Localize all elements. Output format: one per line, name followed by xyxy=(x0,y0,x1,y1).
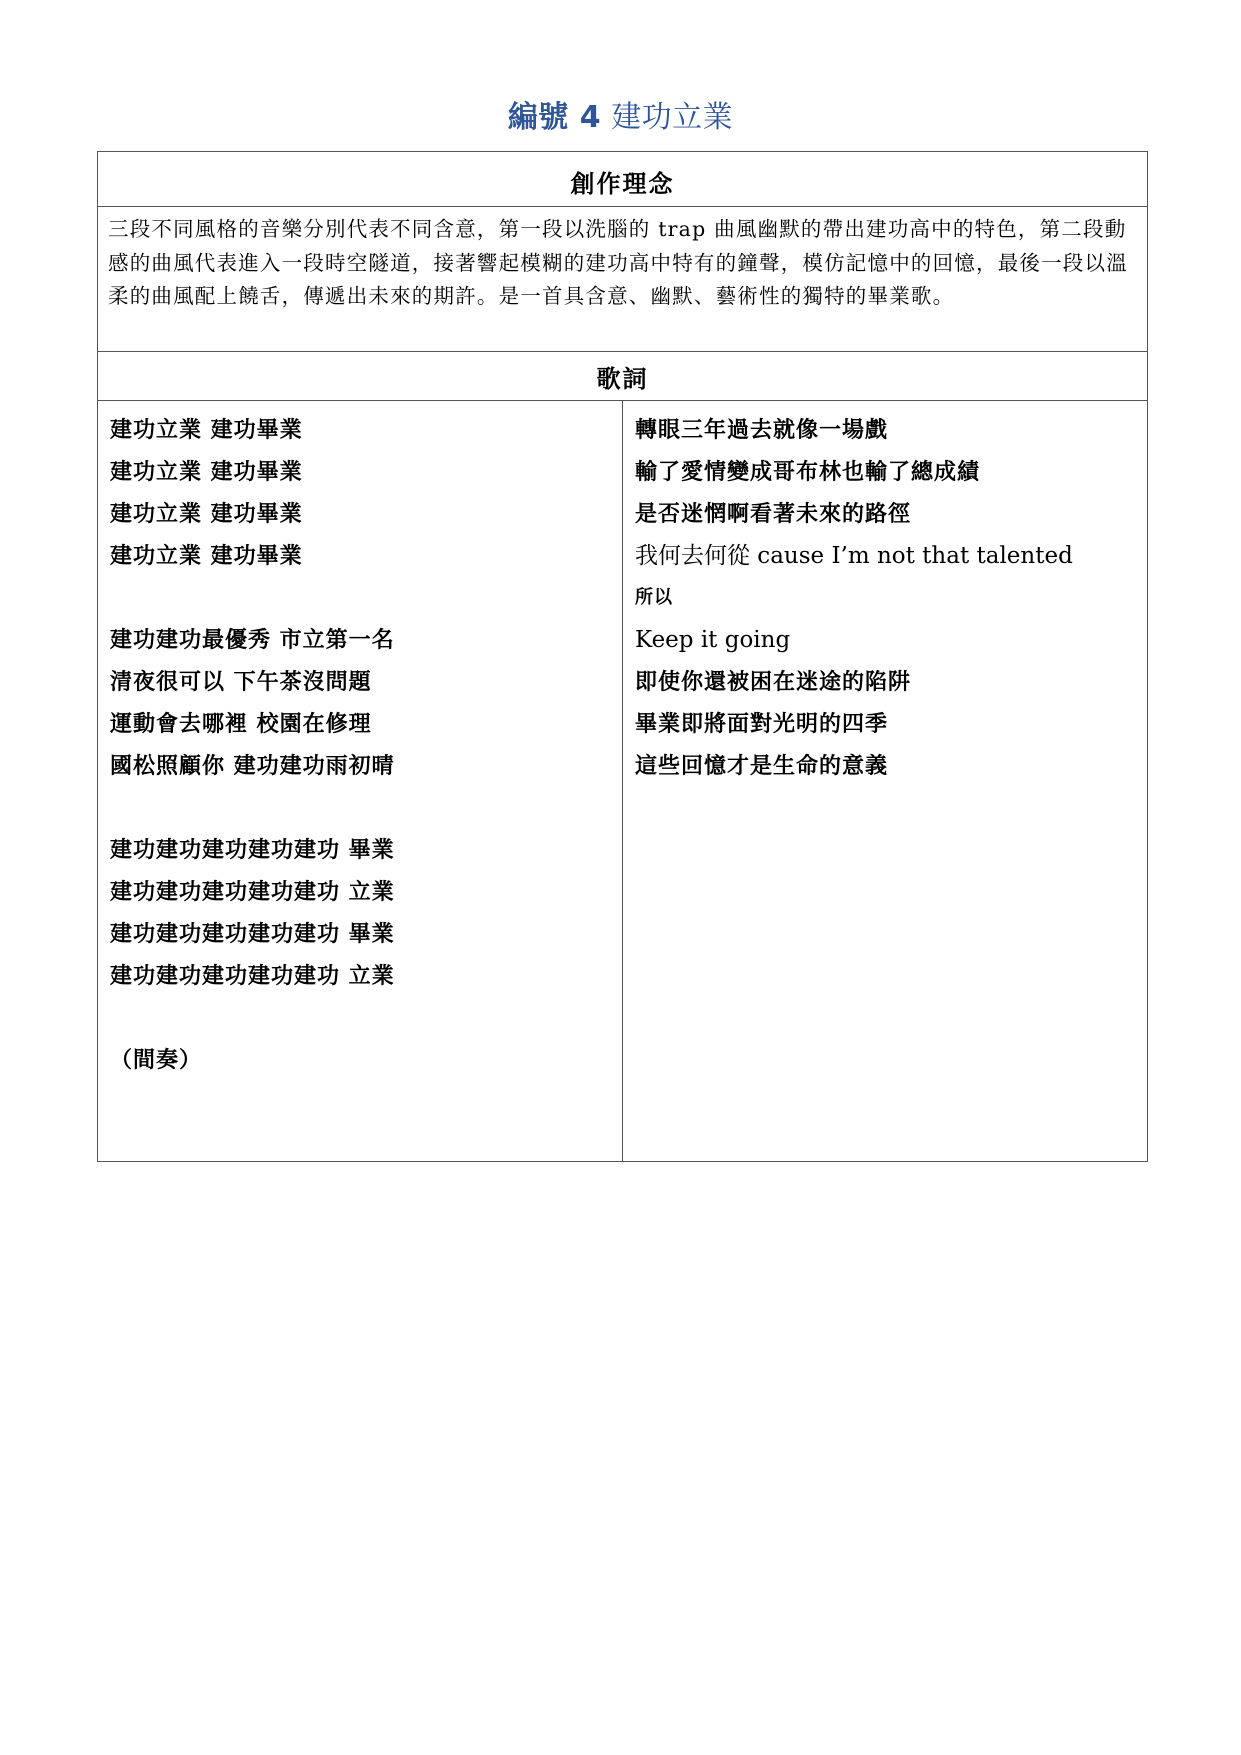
lyric-line: 建功建功建功建功建功 畢業 xyxy=(110,921,395,947)
lyric-line: 建功立業 建功畢業 xyxy=(110,501,303,527)
concept-text: 三段不同風格的音樂分別代表不同含意，第一段以洗腦的 trap 曲風幽默的帶出建功高中的特色，第二段動感的曲風代表進入一段時空隧道，接著響起模糊的建功高中特有的鐘聲，模仿記憶中的回憶，最後一段以溫柔的曲風配上饒舌，傳遞出未來的期許。是一首具含意、幽默、藝術性的獨特的畢業歌。 xyxy=(98,207,1148,352)
song-table xyxy=(97,151,1148,1162)
lyric-line: 我何去何從 cause I’m not that talented xyxy=(635,543,1073,569)
lyric-line: 建功立業 建功畢業 xyxy=(110,417,303,443)
lyric-line: 建功立業 建功畢業 xyxy=(110,543,303,569)
lyric-line: 建功建功最優秀 市立第一名 xyxy=(110,627,395,653)
lyric-line: 是否迷惘啊看著未來的路徑 xyxy=(635,501,912,527)
lyric-blank-line xyxy=(110,997,610,1039)
lyric-line: Keep it going xyxy=(635,627,791,653)
lyric-line: （間奏） xyxy=(110,1047,203,1073)
concept-header: 創作理念 xyxy=(570,168,675,198)
lyric-line: 所以 xyxy=(635,587,673,608)
lyric-line: 建功建功建功建功建功 立業 xyxy=(110,879,395,905)
title-name: 建功立業 xyxy=(611,100,734,135)
lyric-blank-line xyxy=(110,577,610,619)
lyric-line: 建功建功建功建功建功 畢業 xyxy=(110,837,395,863)
lyric-blank-line xyxy=(110,787,610,829)
lyrics-right-column xyxy=(623,401,1148,1162)
lyric-line: 即使你還被困在迷途的陷阱 xyxy=(635,669,912,695)
lyric-line: 清夜很可以 下午茶沒問題 xyxy=(110,669,372,695)
lyric-line: 建功立業 建功畢業 xyxy=(110,459,303,485)
lyric-line: 畢業即將面對光明的四季 xyxy=(635,711,889,737)
lyric-line: 這些回憶才是生命的意義 xyxy=(635,753,889,779)
page-title xyxy=(0,92,1241,136)
lyric-line: 建功建功建功建功建功 立業 xyxy=(110,963,395,989)
lyric-line: 運動會去哪裡 校園在修理 xyxy=(110,711,372,737)
lyric-line: 國松照顧你 建功建功雨初晴 xyxy=(110,753,395,779)
lyric-line: 轉眼三年過去就像一場戲 xyxy=(635,417,889,443)
concept-header-cell xyxy=(98,152,1148,207)
lyrics-header: 歌詞 xyxy=(98,352,1148,401)
lyrics-left-column xyxy=(98,401,623,1162)
lyric-line: 輸了愛情變成哥布林也輸了總成績 xyxy=(635,459,981,485)
title-number: 編號 4 xyxy=(507,100,602,135)
